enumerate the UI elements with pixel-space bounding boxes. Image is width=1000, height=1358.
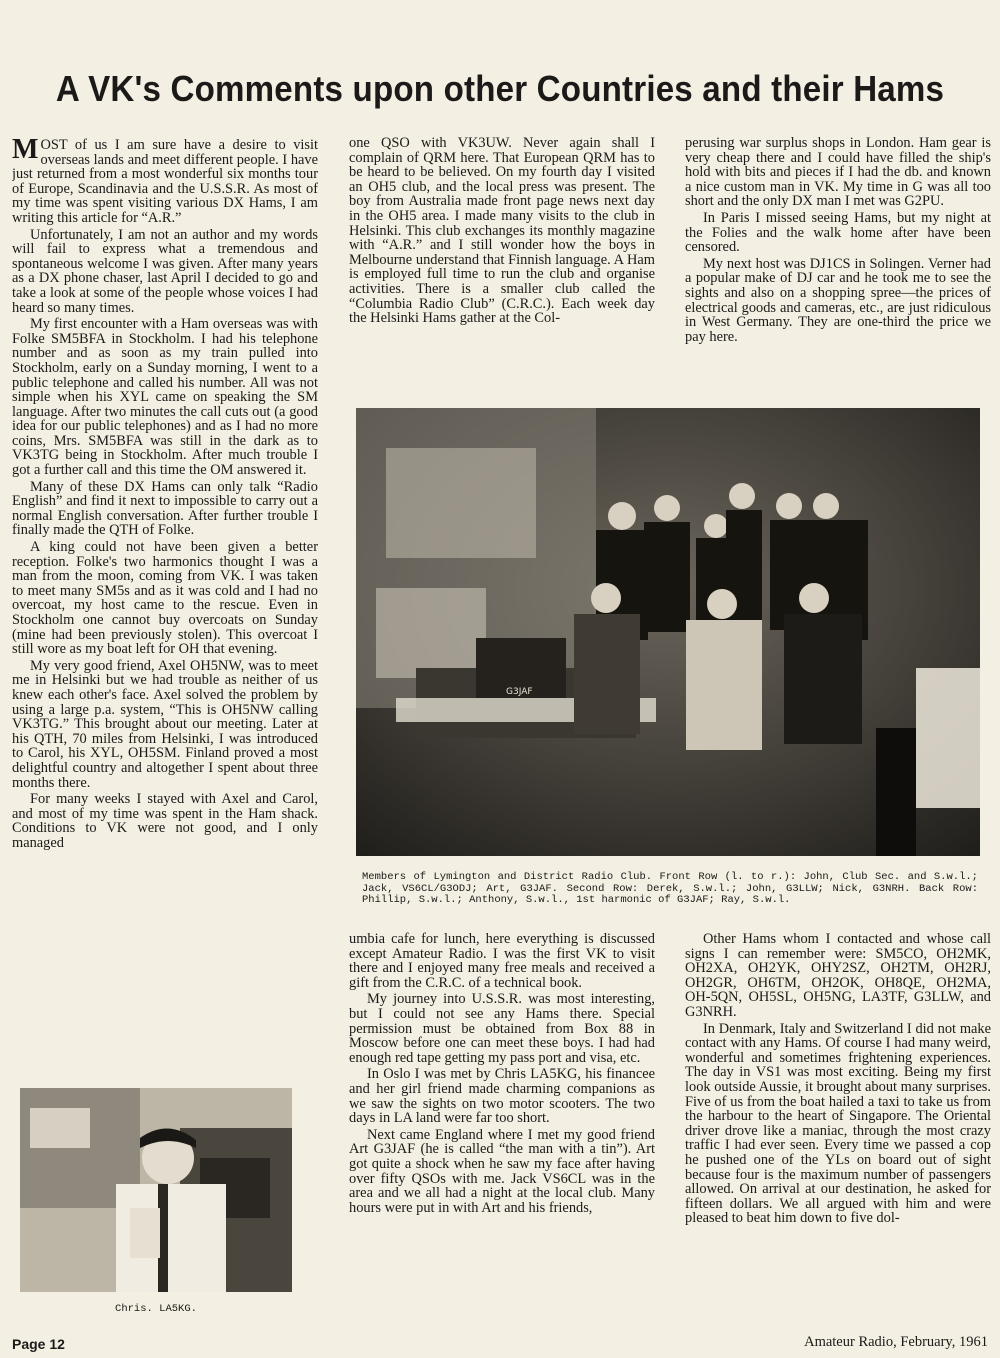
call-sign-plate: G3JAF: [506, 687, 533, 697]
article-title: A VK's Comments upon other Countries and their Hams: [55, 68, 945, 109]
column-3-top: [685, 136, 991, 384]
article-paragraph: perusing war surplus shops in London. Ham gear is very cheap there and I could have filled the ship's hold with bits and pieces if I had the db. and known a nice custom man in VK. My time in G was all too short and the only DX man I met was G2PU.: [685, 136, 991, 210]
article-paragraph: A king could not have been given a better reception. Folke's two harmonics thought I was a man from the moon, coming from VK. I was taken to meet many SM5s and as it was cold and I had no overcoat, my host came to the rescue. Even in Stockholm one cannot buy overcoats on Sunday (mine had been previously stolen). This overcoat I still wore as my boat left for OH that evening.: [12, 539, 318, 658]
column-2-bottom: [349, 932, 655, 1322]
article-paragraph: For many weeks I stayed with Axel and Carol, and most of my time was spent in the Ham shack. Conditions to VK were not good, and I only managed: [12, 791, 318, 851]
article-paragraph: My first encounter with a Ham overseas was with Folke SM5BFA in Stockholm. I had his telephone number and as soon as my train pulled into Stockholm, early on a Sunday morning, I went to a public telephone and called his number. All was not simple when his XYL came on speaking the SM language. After two minutes the call cuts out (a good idea for our public telephones) and as I had no more coins, Mrs. SM5BFA was still in the dark as to VK3TG being in Stockholm. After much trouble I got a further call and this time the OM answered it.: [12, 316, 318, 479]
la5kg-photo-illustration: [20, 1088, 292, 1292]
article-paragraph: In Paris I missed seeing Hams, but my night at the Folies and the walk home after have been censored.: [685, 209, 991, 256]
page-number: Page 12: [12, 1336, 65, 1352]
article-paragraph: Other Hams whom I contacted and whose call signs I can remember were: SM5CO, OH2MK, OH2XA, OH2YK, OHY2SZ, OH2TM, OH2RJ, OH2GR, OH6TM, OH2OK, OH8QE, OH2MA, OH-5QN, OH5SL, OH5NG, LA3TF, G3LLW, and G3NRH.: [685, 932, 991, 1020]
la5kg-photo-caption: Chris. LA5KG.: [115, 1303, 197, 1315]
article-paragraph: In Oslo I was met by Chris LA5KG, his financee and her girl friend made charming companions as we saw the sights on two motor scooters. The two days in LA land were far too short.: [349, 1066, 655, 1127]
club-photo-illustration: [356, 408, 980, 856]
article-paragraph: In Denmark, Italy and Switzerland I did not make contact with any Hams. Of course I had many weird, wonderful and sometimes frightening experiences. The day in VS1 was most exciting. Being my first look outside Aussie, it brought about many surprises. Five of us from the boat hailed a taxi to take us from the harbour to the heart of Singapore. The Oriental driver drove like a maniac, through the most crazy traffic I had ever seen. Every time we passed a cop he pushed one of the YLs on board out of sight because four is the maximum number of passengers allowed. On arrival at our destination, he asked for fifteen dollars. We all argued with him and were pleased to beat him down to five dol-: [685, 1020, 991, 1227]
article-paragraph: Next came England where I met my good friend Art G3JAF (he is called “the man with a tin”). Art got quite a shock when he saw my face after having over fifty QSOs with me. Jack VS6CL was in the area and we all had a night at the local club. Many hours were put in with Art and his friends,: [349, 1126, 655, 1216]
article-paragraph: one QSO with VK3UW. Never again shall I complain of QRM here. That European QRM has to be heard to be believed. On my fourth day I visited an OH5 club, and the local press was present. The boy from Australia made front page news next day in the OH5 area. I made many visits to the club in Helsinki. This club exchanges its monthly magazine with “A.R.” and I still wonder how the boys in Melbourne understand that Finnish language. A Ham is employed full time to run the club and organise activities. There is a smaller club called the “Columbia Radio Club” (C.R.C.). Each week day the Helsinki Hams gather at the Col-: [349, 136, 655, 327]
club-photo-caption: Members of Lymington and District Radio Club. Front Row (l. to r.): John, Club Sec. and S.w.l.; Jack, VS6CL/G3ODJ; Art, G3JAF. Second Row: Derek, S.w.l.; John, G3LLW; Nick, G3NRH. Back Row: Phillip, S.w.l.; Anthony, S.w.l., 1st harmonic of G3JAF; Ray, S.w.l.: [362, 871, 978, 907]
article-paragraph: My very good friend, Axel OH5NW, was to meet me in Helsinki but we had trouble as neither of us knew each other's face. Axel solved the problem by using a large p.a. system, “This is OH5NW calling VK3TG.” This brought about our meeting. Later at his QTH, 70 miles from Helsinki, I was introduced to Carol, his XYL, OH5SM. Finland proved a most delightful country and altogether I spent about three months there.: [12, 657, 318, 791]
article-paragraph: Many of these DX Hams can only talk “Radio English” and find it next to impossible to carry out a normal English conversation. After further trouble I finally made the QTH of Folke.: [12, 478, 318, 539]
column-3-bottom: [685, 932, 991, 1322]
article-paragraph: MOST of us I am sure have a desire to visit overseas lands and meet different people. I have just returned from a most wonderful six months tour of Europe, Scandinavia and the U.S.S.R. As most of my time was spent visiting various DX Hams, I am writing this article for “A.R.”: [12, 138, 318, 226]
article-paragraph: My next host was DJ1CS in Solingen. Verner had a popular make of DJ car and he took me to see the sights and also on a shopping spree—the prices of electrical goods and cameras, etc., are just ridiculous in West Germany. They are one-third the price we pay here.: [685, 255, 991, 345]
club-group-photo: [356, 408, 980, 856]
article-paragraph: umbia cafe for lunch, here everything is discussed except Amateur Radio. I was the first VK to visit there and I enjoyed many free meals and received a gift from the C.R.C. of a technical book.: [349, 932, 655, 991]
la5kg-photo: [20, 1088, 292, 1292]
article-paragraph: Unfortunately, I am not an author and my words will fail to express what a tremendous and spontaneous welcome I was given. After many years as a DX phone chaser, last April I decided to go and take a look at some of the people whose voices I had heard so many times.: [12, 226, 318, 316]
column-2-top: [349, 136, 655, 384]
article-paragraph: My journey into U.S.S.R. was most interesting, but I could not see any Hams there. Special permission must be obtained from Box 88 in Moscow before one can meet these boys. I had had enough red tape getting my pass port and visa, etc.: [349, 991, 655, 1066]
publication-line: Amateur Radio, February, 1961: [804, 1334, 988, 1350]
column-1: [12, 138, 318, 1084]
